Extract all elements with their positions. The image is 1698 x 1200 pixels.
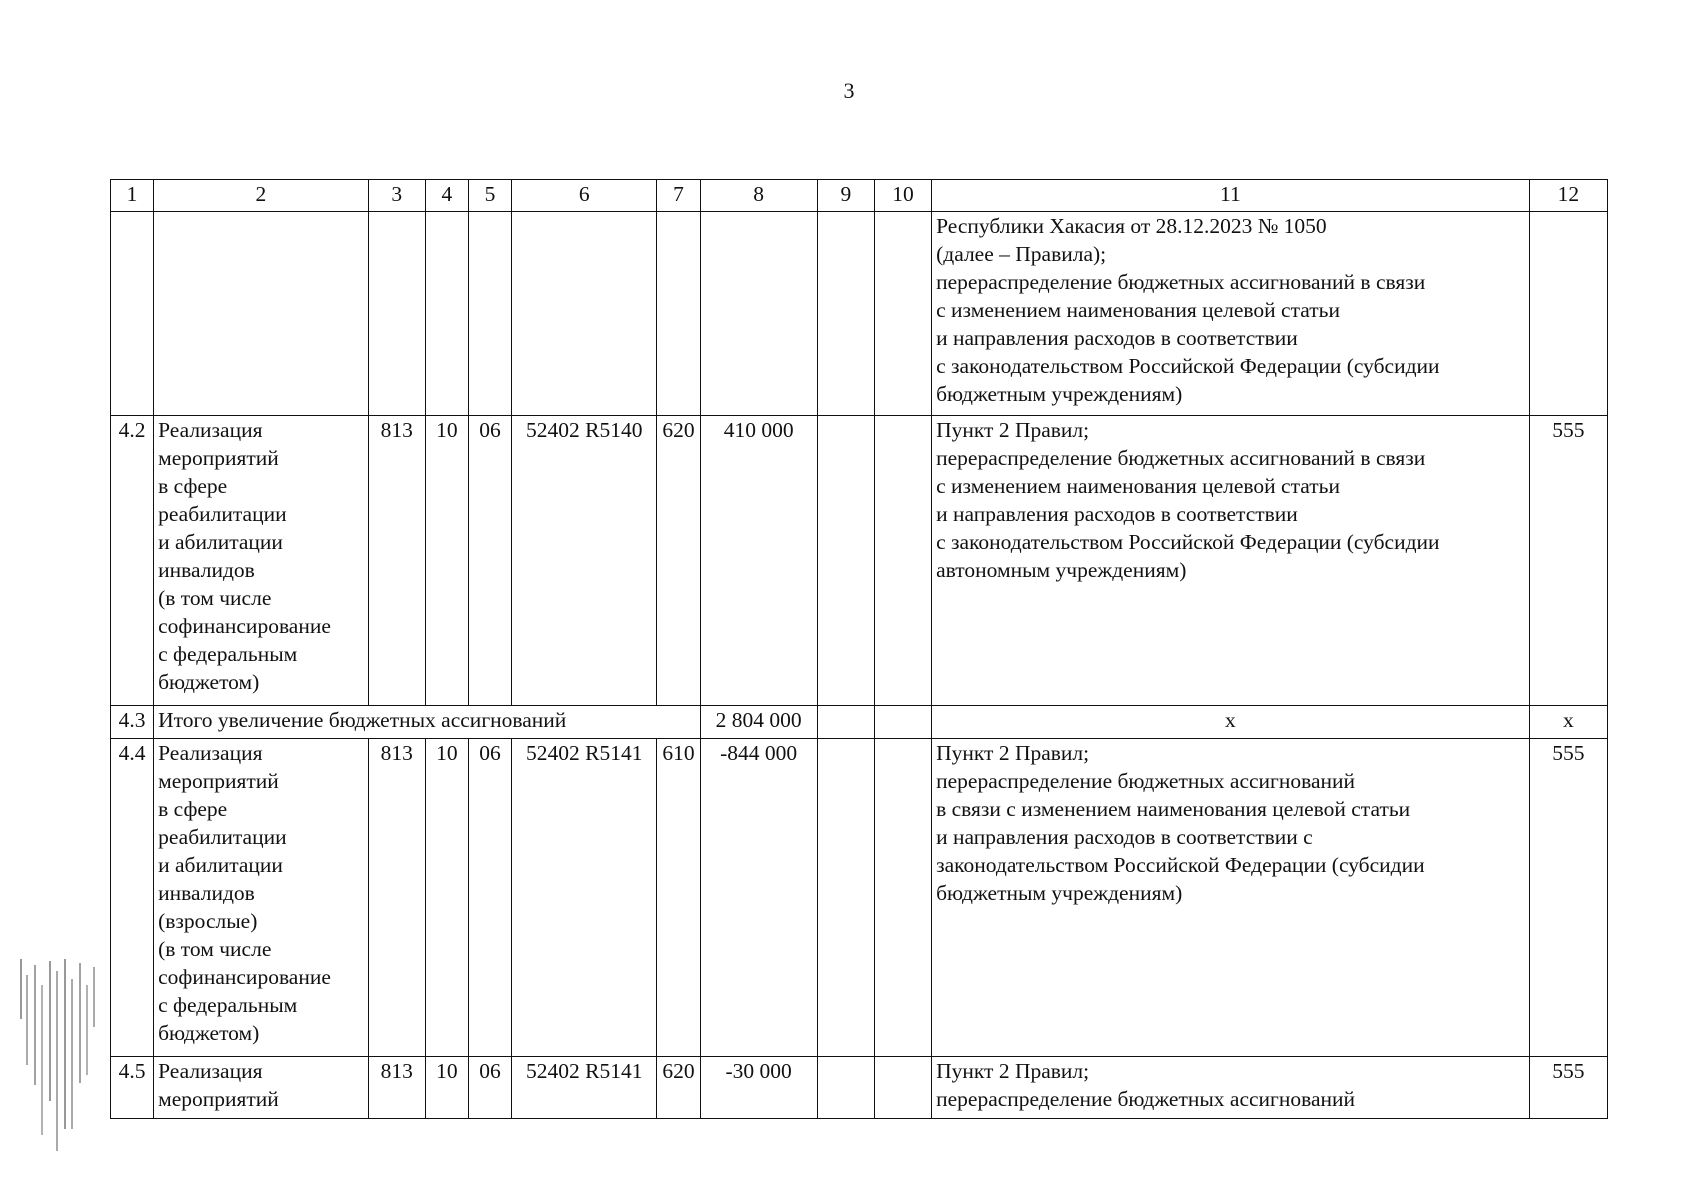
column-header: 1	[111, 180, 154, 212]
col-10	[874, 739, 931, 1057]
col-12: 555	[1529, 1057, 1607, 1119]
row-number: 4.4	[111, 739, 154, 1057]
column-header: 8	[700, 180, 817, 212]
code-6	[512, 212, 657, 416]
col-10	[874, 416, 931, 706]
code-4: 10	[425, 416, 468, 706]
expense-name: Реализация мероприятий в сфере реабилитации и абилитации инвалидов (взрослые) (в том числе софинансирование с федеральным бюджетом)	[154, 739, 369, 1057]
code-6: 52402 R5140	[512, 416, 657, 706]
code-3: 813	[368, 739, 425, 1057]
row-number: 4.2	[111, 416, 154, 706]
col-9	[817, 1057, 874, 1119]
col-9	[817, 739, 874, 1057]
amount: 2 804 000	[700, 706, 817, 739]
row-number: 4.5	[111, 1057, 154, 1119]
table-header-row	[111, 180, 1608, 212]
col-12: 555	[1529, 416, 1607, 706]
code-3	[368, 212, 425, 416]
col-10	[874, 1057, 931, 1119]
code-4: 10	[425, 1057, 468, 1119]
amount: 410 000	[700, 416, 817, 706]
code-6: 52402 R5141	[512, 1057, 657, 1119]
column-header: 3	[368, 180, 425, 212]
expense-name	[154, 212, 369, 416]
table-row	[111, 739, 1608, 1057]
justification: Пункт 2 Правил; перераспределение бюджетных ассигнований в связи с изменением наименования целевой статьи и направления расходов в соответствии с законодательством Российской Федерации (субсидии бюджетным учреждениям)	[932, 739, 1530, 1057]
code-5: 06	[468, 1057, 511, 1119]
column-header: 10	[874, 180, 931, 212]
col-12: 555	[1529, 739, 1607, 1057]
column-header: 9	[817, 180, 874, 212]
table-row	[111, 212, 1608, 416]
code-5	[468, 212, 511, 416]
page-number: 3	[843, 78, 855, 103]
code-7	[657, 212, 700, 416]
col-10	[874, 706, 931, 739]
justification: Республики Хакасия от 28.12.2023 № 1050 (далее – Правила); перераспределение бюджетных ассигнований в связи с изменением наименования целевой статьи и направления расходов в соответствии с законодательством Российской Федерации (субсидии бюджетным учреждениям)	[932, 212, 1530, 416]
column-header: 12	[1529, 180, 1607, 212]
column-header: 11	[932, 180, 1530, 212]
code-7: 620	[657, 1057, 700, 1119]
code-5: 06	[468, 416, 511, 706]
column-header: 4	[425, 180, 468, 212]
budget-table	[110, 179, 1608, 1119]
code-7: 610	[657, 739, 700, 1057]
expense-name: Реализация мероприятий в сфере реабилитации и абилитации инвалидов (в том числе софинансирование с федеральным бюджетом)	[154, 416, 369, 706]
col-9	[817, 706, 874, 739]
code-3: 813	[368, 416, 425, 706]
justification: Пункт 2 Правил; перераспределение бюджетных ассигнований в связи с изменением наименования целевой статьи и направления расходов в соответствии с законодательством Российской Федерации (субсидии автономным учреждениям)	[932, 416, 1530, 706]
registration-stamp-image	[14, 955, 100, 1175]
col-9	[817, 416, 874, 706]
column-header: 6	[512, 180, 657, 212]
code-7: 620	[657, 416, 700, 706]
col-12	[1529, 212, 1607, 416]
code-4	[425, 212, 468, 416]
code-6: 52402 R5141	[512, 739, 657, 1057]
row-number: 4.3	[111, 706, 154, 739]
code-4: 10	[425, 739, 468, 1057]
justification: Пункт 2 Правил; перераспределение бюджетных ассигнований	[932, 1057, 1530, 1119]
col-10	[874, 212, 931, 416]
amount: -30 000	[700, 1057, 817, 1119]
expense-name: Реализация мероприятий	[154, 1057, 369, 1119]
amount: -844 000	[700, 739, 817, 1057]
col-12: х	[1529, 706, 1607, 739]
code-3: 813	[368, 1057, 425, 1119]
column-header: 7	[657, 180, 700, 212]
col-9	[817, 212, 874, 416]
row-number	[111, 212, 154, 416]
amount	[700, 212, 817, 416]
table-row-total	[111, 706, 1608, 739]
column-header: 2	[154, 180, 369, 212]
column-header: 5	[468, 180, 511, 212]
total-label: Итого увеличение бюджетных ассигнований	[154, 706, 700, 739]
code-5: 06	[468, 739, 511, 1057]
table-row	[111, 1057, 1608, 1119]
table-row	[111, 416, 1608, 706]
justification: х	[932, 706, 1530, 739]
